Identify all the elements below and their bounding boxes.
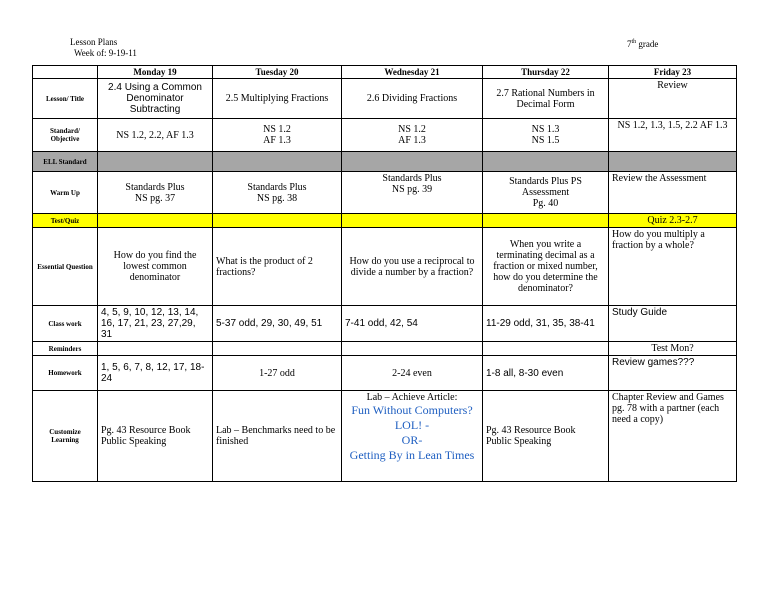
- classwork-wednesday: 7-41 odd, 42, 54: [342, 306, 483, 342]
- row-label-lesson: Lesson/ Title: [33, 79, 98, 119]
- customize-wednesday-intro: Lab – Achieve Article:: [366, 392, 458, 403]
- standard-tuesday-line1: NS 1.2: [263, 124, 291, 135]
- row-label-warmup: Warm Up: [33, 172, 98, 214]
- customize-monday-line1: Pg. 43 Resource Book: [101, 425, 191, 436]
- reminders-tuesday: [213, 342, 342, 356]
- ell-tuesday: [213, 152, 342, 172]
- row-label-standard: Standard/ Objective: [33, 119, 98, 152]
- standard-wednesday: [342, 119, 483, 152]
- grade-word: grade: [636, 39, 659, 49]
- ell-friday: [609, 152, 737, 172]
- homework-wednesday: 2-24 even: [342, 356, 483, 391]
- essential-row: [33, 228, 737, 306]
- standard-tuesday-line2: AF 1.3: [263, 135, 291, 146]
- reminders-monday: [98, 342, 213, 356]
- warmup-thursday-line2: Pg. 40: [532, 198, 559, 209]
- row-label-customize: Customize Learning: [33, 391, 98, 482]
- warmup-wednesday-line2: NS pg. 39: [391, 184, 433, 195]
- warmup-thursday-line1: Standards Plus PS Assessment: [509, 176, 582, 198]
- customize-friday: Chapter Review and Games pg. 78 with a partner (each need a copy): [609, 391, 737, 482]
- grade-label: [627, 37, 658, 50]
- reminders-friday: Test Mon?: [609, 342, 737, 356]
- customize-thursday: [483, 391, 609, 482]
- warmup-wednesday-line1: Standards Plus: [382, 173, 442, 184]
- homework-row: [33, 356, 737, 391]
- essential-tuesday: What is the product of 2 fractions?: [213, 228, 342, 306]
- test-tuesday: [213, 214, 342, 228]
- essential-friday: How do you multiply a fraction by a whole?: [609, 228, 737, 306]
- standard-thursday: [483, 119, 609, 152]
- reminders-thursday: [483, 342, 609, 356]
- row-label-classwork: Class work: [33, 306, 98, 342]
- warmup-tuesday: [213, 172, 342, 214]
- reminders-wednesday: [342, 342, 483, 356]
- row-label-test: Test/Quiz: [33, 214, 98, 228]
- warmup-wednesday: [342, 172, 483, 214]
- corner-cell: [33, 66, 98, 79]
- lesson-plan-table: [32, 65, 737, 482]
- essential-wednesday: How do you use a reciprocal to divide a number by a fraction?: [342, 228, 483, 306]
- ell-wednesday: [342, 152, 483, 172]
- day-header-monday: Monday 19: [98, 66, 213, 79]
- page-title: Lesson Plans: [70, 37, 118, 47]
- day-header-row: [33, 66, 737, 79]
- standard-friday: NS 1.2, 1.3, 1.5, 2.2 AF 1.3: [609, 119, 737, 152]
- day-header-thursday: Thursday 22: [483, 66, 609, 79]
- homework-friday: Review games???: [609, 356, 737, 391]
- test-monday: [98, 214, 213, 228]
- classwork-row: [33, 306, 737, 342]
- day-header-friday: Friday 23: [609, 66, 737, 79]
- classwork-monday: 4, 5, 9, 10, 12, 13, 14, 16, 17, 21, 23, 27,29, 31: [98, 306, 213, 342]
- customize-wednesday: [342, 391, 483, 482]
- warmup-friday: Review the Assessment: [609, 172, 737, 214]
- test-wednesday: [342, 214, 483, 228]
- article-link-fun-without-computers[interactable]: Fun Without Computers? LOL! -: [351, 403, 473, 432]
- warmup-row: [33, 172, 737, 214]
- customize-thursday-line2: Public Speaking: [486, 436, 552, 447]
- warmup-monday-line1: Standards Plus: [125, 181, 185, 193]
- standard-thursday-line1: NS 1.3: [531, 124, 560, 135]
- grade-number: 7: [627, 39, 632, 49]
- row-label-homework: Homework: [33, 356, 98, 391]
- day-header-tuesday: Tuesday 20: [213, 66, 342, 79]
- article-link-getting-by[interactable]: Getting By in Lean Times: [349, 448, 475, 462]
- test-friday: Quiz 2.3-2.7: [609, 214, 737, 228]
- row-label-ell: ELL Standard: [33, 152, 98, 172]
- week-label: Week of: 9-19-11: [74, 48, 137, 58]
- day-header-wednesday: Wednesday 21: [342, 66, 483, 79]
- grade-suffix: th: [631, 39, 637, 45]
- test-row: [33, 214, 737, 228]
- customize-monday: [98, 391, 213, 482]
- standard-wednesday-line1: NS 1.2: [398, 124, 426, 135]
- article-or-separator: OR-: [401, 433, 423, 447]
- ell-thursday: [483, 152, 609, 172]
- lesson-wednesday: 2.6 Dividing Fractions: [342, 79, 483, 119]
- warmup-monday-line2: NS pg. 37: [134, 192, 176, 204]
- lesson-monday: 2.4 Using a Common Denominator Subtracting: [98, 79, 213, 119]
- standard-monday: NS 1.2, 2.2, AF 1.3: [98, 119, 213, 152]
- standard-row: [33, 119, 737, 152]
- warmup-tuesday-line1: Standards Plus: [247, 181, 307, 193]
- lesson-thursday: 2.7 Rational Numbers in Decimal Form: [483, 79, 609, 119]
- classwork-tuesday: 5-37 odd, 29, 30, 49, 51: [213, 306, 342, 342]
- test-thursday: [483, 214, 609, 228]
- homework-thursday: 1-8 all, 8-30 even: [483, 356, 609, 391]
- classwork-friday: Study Guide: [609, 306, 737, 342]
- classwork-thursday: 11-29 odd, 31, 35, 38-41: [483, 306, 609, 342]
- warmup-monday: [98, 172, 213, 214]
- customize-thursday-line1: Pg. 43 Resource Book: [486, 425, 576, 436]
- standard-wednesday-line2: AF 1.3: [398, 135, 426, 146]
- customize-monday-line2: Public Speaking: [101, 436, 167, 447]
- lesson-row: [33, 79, 737, 119]
- warmup-tuesday-line2: NS pg. 38: [256, 192, 298, 204]
- homework-tuesday: 1-27 odd: [213, 356, 342, 391]
- homework-monday: 1, 5, 6, 7, 8, 12, 17, 18-24: [98, 356, 213, 391]
- essential-monday: How do you find the lowest common denominator: [98, 228, 213, 306]
- standard-tuesday: [213, 119, 342, 152]
- customize-tuesday: Lab – Benchmarks need to be finished: [213, 391, 342, 482]
- lesson-tuesday: 2.5 Multiplying Fractions: [213, 79, 342, 119]
- customize-row: [33, 391, 737, 482]
- warmup-thursday: [483, 172, 609, 214]
- row-label-reminders: Reminders: [33, 342, 98, 356]
- reminders-row: [33, 342, 737, 356]
- essential-thursday: When you write a terminating decimal as a fraction or mixed number, how do you determine the denominator?: [483, 228, 609, 306]
- ell-monday: [98, 152, 213, 172]
- lesson-friday: Review: [609, 79, 737, 119]
- ell-row: [33, 152, 737, 172]
- standard-thursday-line2: NS 1.5: [531, 135, 560, 146]
- row-label-essential: Essential Question: [33, 228, 98, 306]
